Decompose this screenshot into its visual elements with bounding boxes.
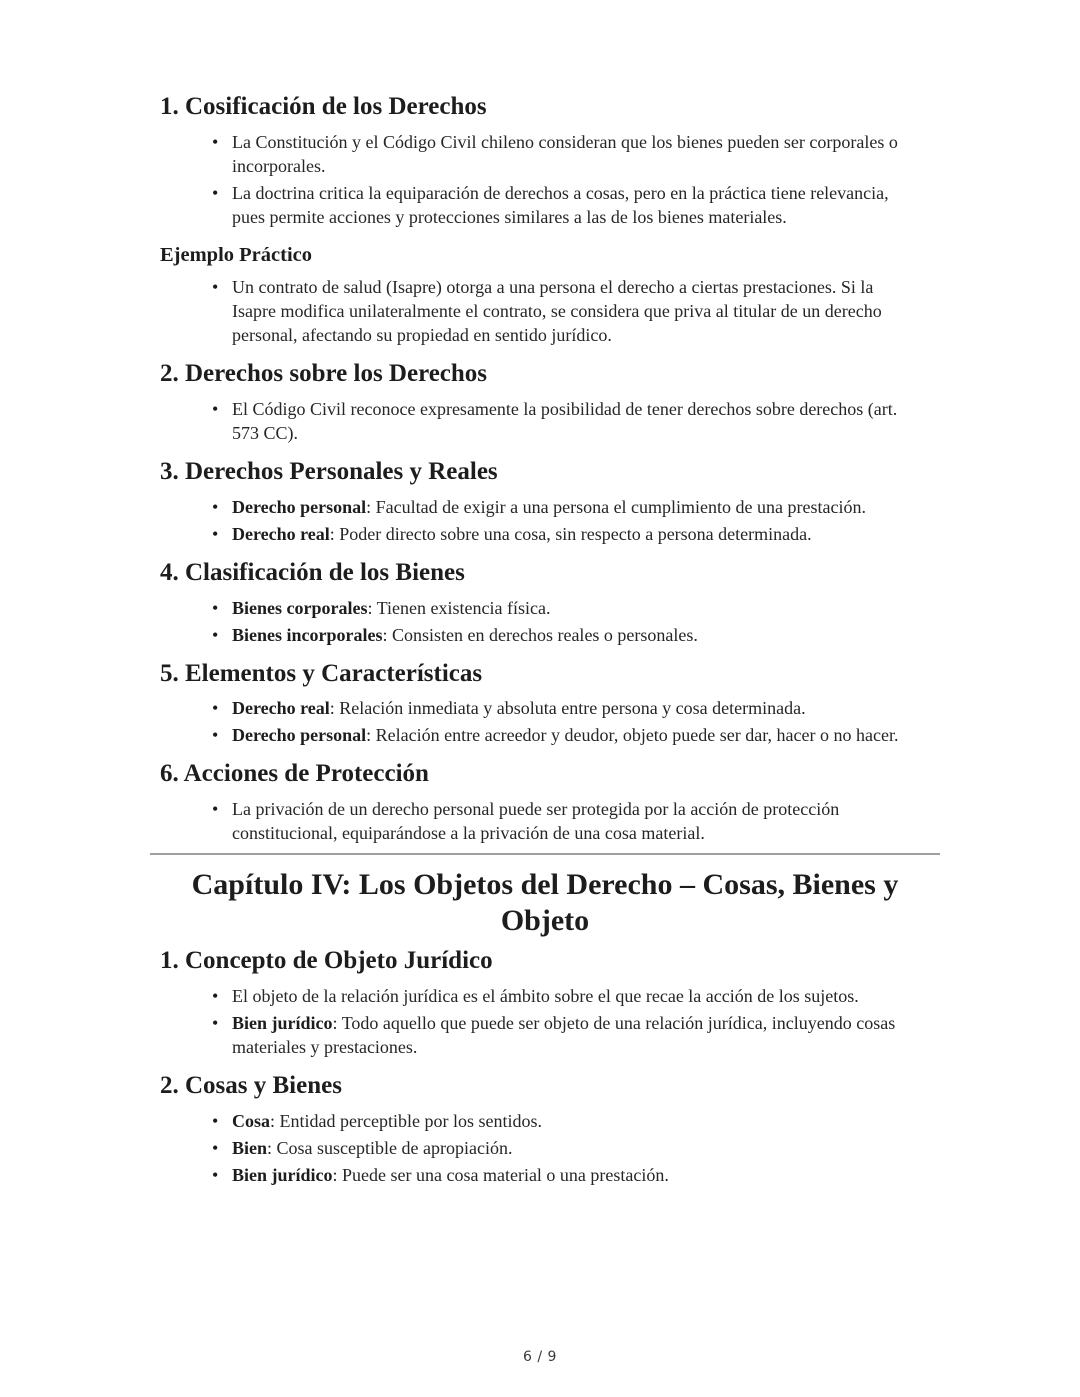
list-item	[210, 397, 930, 445]
bullet-lead: Bienes incorporales	[232, 624, 383, 645]
list-item	[210, 1109, 930, 1133]
bullet-list	[210, 1109, 930, 1187]
section-title-acciones-proteccion: 6. Acciones de Protección	[160, 760, 429, 788]
bullet-lead: Bienes corporales	[232, 597, 368, 618]
bullet-text: : Poder directo sobre una cosa, sin respecto a persona determinada.	[329, 523, 812, 544]
bullet-text: : Todo aquello que puede ser objeto de una relación jurídica, incluyendo cosas materiales y prestaciones.	[232, 1012, 896, 1057]
page-number-indicator: 6 / 9	[523, 1349, 557, 1365]
bullet-lead: Cosa	[232, 1110, 271, 1131]
bullet-list	[210, 130, 930, 229]
bullet-text: : Cosa susceptible de apropiación.	[267, 1137, 513, 1158]
bullet-text: El Código Civil reconoce expresamente la posibilidad de tener derechos sobre derechos (art. 573 CC).	[232, 399, 898, 444]
section-title-derechos-personales-reales: 3. Derechos Personales y Reales	[160, 458, 498, 486]
bullet-list	[210, 797, 930, 845]
bullet-text: La doctrina critica la equiparación de derechos a cosas, pero en la práctica tiene relevancia, pues permite acciones y protecciones similares a las de los bienes materiales.	[232, 182, 889, 227]
bullet-text: : Facultad de exigir a una persona el cumplimiento de una prestación.	[366, 496, 866, 517]
bullet-text: : Entidad perceptible por los sentidos.	[270, 1110, 542, 1131]
section-title-clasificacion-bienes: 4. Clasificación de los Bienes	[160, 558, 465, 586]
bullet-text: La privación de un derecho personal puede ser protegida por la acción de protección constitucional, equiparándose a la privación de una cosa material.	[232, 799, 840, 844]
list-item	[210, 1163, 930, 1187]
bullet-lead: Derecho personal	[232, 725, 367, 746]
list-item	[210, 984, 930, 1008]
bullet-text: : Puede ser una cosa material o una prestación.	[332, 1164, 669, 1185]
list-item	[210, 495, 930, 519]
list-item	[210, 522, 930, 546]
section-title-derechos-sobre-derechos: 2. Derechos sobre los Derechos	[160, 360, 488, 388]
bullet-lead: Bien	[232, 1137, 268, 1158]
bullet-lead: Derecho real	[232, 523, 330, 544]
bullet-text: : Relación inmediata y absoluta entre persona y cosa determinada.	[329, 698, 806, 719]
bullet-text: : Tienen existencia física.	[367, 597, 551, 618]
list-item	[210, 1136, 930, 1160]
bullet-text: La Constitución y el Código Civil chileno consideran que los bienes pueden ser corporales o incorporales.	[232, 131, 898, 176]
subsection-title-ejemplo-practico: Ejemplo Práctico	[160, 243, 312, 266]
bullet-text: El objeto de la relación jurídica es el ámbito sobre el que recae la acción de los sujetos.	[232, 985, 859, 1006]
list-item	[210, 696, 930, 720]
section-title-elementos-caracteristicas: 5. Elementos y Características	[160, 659, 483, 687]
list-item	[210, 275, 930, 347]
bullet-lead: Derecho personal	[232, 496, 367, 517]
section-title-cosas-bienes: 2. Cosas y Bienes	[160, 1071, 342, 1099]
bullet-list	[210, 984, 930, 1059]
bullet-list	[210, 495, 930, 546]
bullet-lead: Bien jurídico	[232, 1164, 333, 1185]
bullet-list	[210, 275, 930, 347]
list-item	[210, 1011, 930, 1059]
bullet-lead: Derecho real	[232, 698, 330, 719]
chapter-title: Capítulo IV: Los Objetos del Derecho – Cosas, Bienes y Objeto	[191, 868, 899, 938]
bullet-lead: Bien jurídico	[232, 1012, 333, 1033]
bullet-list	[210, 397, 930, 445]
list-item	[210, 623, 930, 647]
section-title-concepto-objeto-juridico: 1. Concepto de Objeto Jurídico	[160, 947, 493, 975]
list-item	[210, 723, 930, 747]
list-item	[210, 181, 930, 229]
list-item	[210, 130, 930, 178]
bullet-text: : Relación entre acreedor y deudor, objeto puede ser dar, hacer o no hacer.	[366, 725, 899, 746]
list-item	[210, 797, 930, 845]
list-item	[210, 596, 930, 620]
section-divider	[150, 853, 940, 855]
bullet-list	[210, 696, 930, 747]
bullet-text: : Consisten en derechos reales o personales.	[382, 624, 698, 645]
section-title-cosificacion: 1. Cosificación de los Derechos	[160, 93, 487, 120]
bullet-list	[210, 596, 930, 647]
bullet-text: Un contrato de salud (Isapre) otorga a una persona el derecho a ciertas prestaciones. Si la Isapre modifica unilateralmente el contrato, se considera que priva al titular de un derecho personal, afectando su propiedad en sentido jurídico.	[232, 277, 882, 346]
